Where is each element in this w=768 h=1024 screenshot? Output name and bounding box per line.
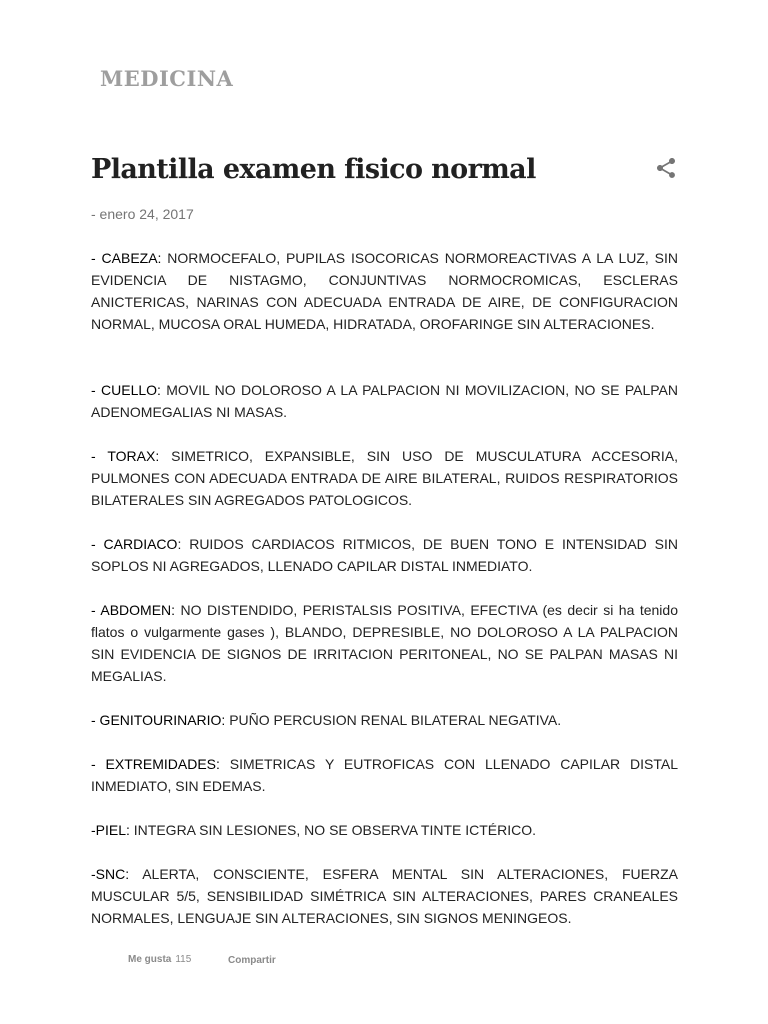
blog-title[interactable]: MEDICINA bbox=[100, 66, 234, 91]
section-text: PUÑO PERCUSION RENAL BILATERAL NEGATIVA. bbox=[225, 712, 562, 728]
like-label: Me gusta bbox=[128, 954, 172, 965]
section-genitourinario bbox=[91, 709, 678, 731]
section-text: NORMOCEFALO, PUPILAS ISOCORICAS NORMOREACTIVAS A LA LUZ, SIN EVIDENCIA DE NISTAGMO, CONJUNTIVAS NORMOCROMICAS, ESCLERAS ANICTERICAS, NARINAS CON ADECUADA ENTRADA DE AIRE, DE CONFIGURACION NORMAL, MUCOSA ORAL HUMEDA, HIDRATADA, OROFARINGE SIN ALTERACIONES. bbox=[91, 250, 678, 332]
section-cardiaco bbox=[91, 533, 678, 577]
post-footer bbox=[128, 954, 276, 966]
section-label: - TORAX: bbox=[91, 448, 160, 464]
post-date: - enero 24, 2017 bbox=[91, 206, 194, 222]
section-label: - EXTREMIDADES: bbox=[91, 756, 220, 772]
section-cuello bbox=[91, 379, 678, 423]
like-count: 115 bbox=[175, 954, 192, 965]
post-title: Plantilla examen fisico normal bbox=[91, 154, 536, 185]
section-label: - GENITOURINARIO: bbox=[91, 712, 226, 728]
post-body bbox=[91, 247, 678, 951]
section-text: INTEGRA SIN LESIONES, NO SE OBSERVA TINTE ICTÉRICO. bbox=[129, 822, 537, 838]
section-text: NO DISTENDIDO, PERISTALSIS POSITIVA, EFECTIVA (es decir si ha tenido flatos o vulgarmente gases ), BLANDO, DEPRESIBLE, NO DOLOROSO A LA PALPACION SIN EVIDENCIA DE SIGNOS DE IRRITACION PERITONEAL, NO SE PALPAN MASAS NI MEGALIAS. bbox=[91, 602, 678, 684]
section-text: SIMETRICAS Y EUTROFICAS CON LLENADO CAPILAR DISTAL INMEDIATO, SIN EDEMAS. bbox=[91, 756, 678, 794]
section-label: - CARDIACO bbox=[91, 536, 178, 552]
section-torax bbox=[91, 445, 678, 511]
share-link[interactable]: Compartir bbox=[228, 955, 276, 966]
section-abdomen bbox=[91, 599, 678, 687]
like-button[interactable] bbox=[128, 954, 191, 965]
section-label: - CABEZA: bbox=[91, 250, 162, 266]
section-label: - ABDOMEN: bbox=[91, 602, 176, 618]
section-extremidades bbox=[91, 753, 678, 797]
section-piel bbox=[91, 819, 678, 841]
section-label: - CUELLO: bbox=[91, 382, 161, 398]
section-text: MOVIL NO DOLOROSO A LA PALPACION NI MOVILIZACION, NO SE PALPAN ADENOMEGALIAS NI MASAS. bbox=[91, 382, 678, 420]
section-cabeza bbox=[91, 247, 678, 335]
section-text: : RUIDOS CARDIACOS RITMICOS, DE BUEN TONO E INTENSIDAD SIN SOPLOS NI AGREGADOS, LLENADO CAPILAR DISTAL INMEDIATO. bbox=[91, 536, 678, 574]
share-button[interactable] bbox=[654, 156, 678, 180]
section-snc bbox=[91, 863, 678, 929]
share-icon bbox=[654, 156, 678, 180]
section-text: SIMETRICO, EXPANSIBLE, SIN USO DE MUSCULATURA ACCESORIA, PULMONES CON ADECUADA ENTRADA DE AIRE BILATERAL, RUIDOS RESPIRATORIOS BILATERALES SIN AGREGADOS PATOLOGICOS. bbox=[91, 448, 678, 508]
section-label: -SNC: bbox=[91, 866, 130, 882]
section-label: -PIEL: bbox=[91, 822, 130, 838]
section-text: ALERTA, CONSCIENTE, ESFERA MENTAL SIN ALTERACIONES, FUERZA MUSCULAR 5/5, SENSIBILIDAD SIMÉTRICA SIN ALTERACIONES, PARES CRANEALES NORMALES, LENGUAJE SIN ALTERACIONES, SIN SIGNOS MENINGEOS. bbox=[91, 866, 678, 926]
